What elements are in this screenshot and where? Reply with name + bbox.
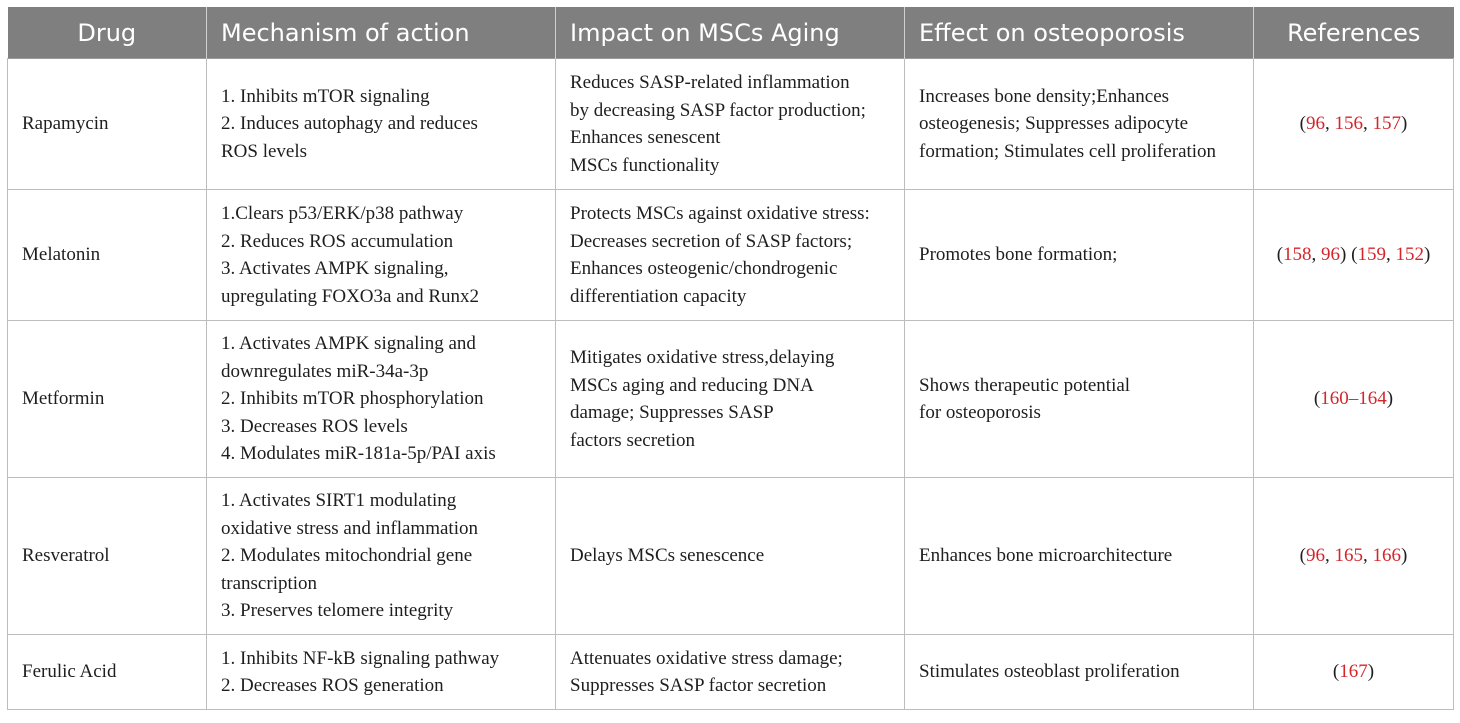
cell-line: Stimulates osteoblast proliferation: [919, 661, 1180, 683]
cell-line: factors secretion: [570, 429, 696, 451]
cell-line: Suppresses SASP factor secretion: [570, 675, 827, 696]
cell-line: Enhances bone microarchitecture: [919, 545, 1173, 567]
cell-line: 4. Modulates miR-181a-5p/PAI axis: [221, 443, 496, 465]
cell-line: upregulating FOXO3a and Runx2: [221, 285, 480, 307]
cell-line: 2. Decreases ROS generation: [221, 675, 444, 696]
header-references: References: [1254, 7, 1454, 59]
cell-line: Enhances osteogenic/chondrogenic: [570, 258, 838, 279]
drug-table: [7, 7, 1454, 710]
mechanism-cell: [207, 321, 556, 478]
effect-cell: [905, 635, 1254, 710]
effect-cell: [905, 478, 1254, 635]
reference-link[interactable]: 96: [1306, 545, 1325, 567]
cell-line: damage; Suppresses SASP: [570, 402, 774, 423]
cell-line: by decreasing SASP factor production;: [570, 99, 866, 121]
cell-line: transcription: [221, 572, 318, 594]
cell-line: downregulates miR-34a-3p: [221, 360, 429, 382]
mechanism-cell: [207, 59, 556, 190]
header-row: [8, 7, 1454, 59]
drug-cell: Melatonin: [8, 190, 207, 321]
impact-cell: [556, 478, 905, 635]
cell-line: differentiation capacity: [570, 285, 747, 307]
effect-cell: [905, 190, 1254, 321]
cell-line: Enhances senescent: [570, 127, 721, 148]
effect-cell: [905, 59, 1254, 190]
cell-line: 3. Activates AMPK signaling,: [221, 258, 449, 279]
table-row: [8, 190, 1454, 321]
cell-line: 1.Clears p53/ERK/p38 pathway: [221, 203, 464, 224]
reference-link[interactable]: 156: [1334, 113, 1363, 135]
cell-line: Increases bone density;Enhances: [919, 85, 1170, 107]
mechanism-cell: [207, 190, 556, 321]
cell-line: 1. Inhibits mTOR signaling: [221, 85, 430, 107]
reference-link[interactable]: 152: [1395, 244, 1424, 266]
cell-line: Mitigates oxidative stress,delaying: [570, 347, 835, 368]
references-cell: (160–164): [1254, 321, 1454, 478]
header-effect: Effect on osteoporosis: [905, 7, 1254, 59]
cell-line: 3. Preserves telomere integrity: [221, 600, 454, 622]
cell-line: oxidative stress and inflammation: [221, 517, 478, 539]
header-impact: Impact on MSCs Aging: [556, 7, 905, 59]
mechanism-cell: [207, 478, 556, 635]
references-cell: (96, 156, 157): [1254, 59, 1454, 190]
cell-line: Shows therapeutic potential: [919, 374, 1131, 396]
cell-line: formation; Stimulates cell proliferation: [919, 140, 1217, 162]
reference-link[interactable]: 160–164: [1320, 388, 1387, 410]
drug-cell: Resveratrol: [8, 478, 207, 635]
table-row: [8, 321, 1454, 478]
reference-link[interactable]: 157: [1372, 113, 1401, 135]
cell-line: MSCs aging and reducing DNA: [570, 374, 814, 396]
drug-table-container: [7, 7, 1453, 710]
mechanism-cell: [207, 635, 556, 710]
table-row: [8, 478, 1454, 635]
reference-link[interactable]: 159: [1357, 244, 1386, 266]
effect-cell: [905, 321, 1254, 478]
drug-cell: Rapamycin: [8, 59, 207, 190]
cell-line: osteogenesis; Suppresses adipocyte: [919, 113, 1189, 135]
impact-cell: [556, 59, 905, 190]
cell-line: 2. Modulates mitochondrial gene: [221, 545, 473, 567]
cell-line: Delays MSCs senescence: [570, 545, 765, 567]
reference-link[interactable]: 96: [1306, 113, 1325, 135]
cell-line: MSCs functionality: [570, 154, 720, 176]
impact-cell: [556, 190, 905, 321]
reference-link[interactable]: 158: [1283, 244, 1312, 266]
drug-cell: Ferulic Acid: [8, 635, 207, 710]
cell-line: Protects MSCs against oxidative stress:: [570, 203, 870, 224]
impact-cell: [556, 635, 905, 710]
cell-line: 1. Activates AMPK signaling and: [221, 333, 476, 355]
references-cell: (167): [1254, 635, 1454, 710]
reference-link[interactable]: 167: [1339, 661, 1368, 683]
cell-line: 1. Inhibits NF-kB signaling pathway: [221, 647, 500, 669]
references-cell: (158, 96) (159, 152): [1254, 190, 1454, 321]
cell-line: 3. Decreases ROS levels: [221, 415, 408, 437]
cell-line: 2. Reduces ROS accumulation: [221, 230, 454, 252]
cell-line: 2. Induces autophagy and reduces: [221, 113, 478, 135]
header-drug: Drug: [8, 7, 207, 59]
cell-line: for osteoporosis: [919, 402, 1041, 423]
drug-cell: Metformin: [8, 321, 207, 478]
cell-line: Attenuates oxidative stress damage;: [570, 647, 843, 669]
cell-line: 1. Activates SIRT1 modulating: [221, 490, 457, 512]
header-mechanism: Mechanism of action: [207, 7, 556, 59]
reference-link[interactable]: 165: [1334, 545, 1363, 567]
table-row: [8, 635, 1454, 710]
cell-line: 2. Inhibits mTOR phosphorylation: [221, 388, 484, 410]
impact-cell: [556, 321, 905, 478]
reference-link[interactable]: 96: [1321, 244, 1341, 266]
cell-line: Promotes bone formation;: [919, 244, 1118, 266]
cell-line: Decreases secretion of SASP factors;: [570, 230, 853, 252]
table-row: [8, 59, 1454, 190]
cell-line: Reduces SASP-related inflammation: [570, 72, 850, 93]
cell-line: ROS levels: [221, 140, 308, 162]
references-cell: (96, 165, 166): [1254, 478, 1454, 635]
reference-link[interactable]: 166: [1372, 545, 1401, 567]
